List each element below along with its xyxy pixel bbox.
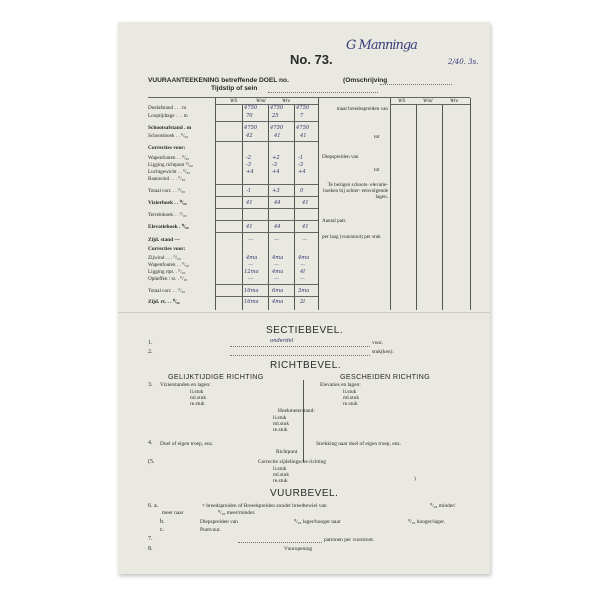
vuurbevel-title: VUURBEVEL. [270, 488, 339, 499]
row-rule [215, 141, 318, 142]
row-label: Vizierhoek . . ⁰/₀₀ [148, 200, 187, 206]
cell-value: 4750 [244, 125, 258, 131]
vizierstanden-label: Vizierstanden en lagen: [160, 382, 211, 388]
line [230, 355, 370, 356]
col-header-wli: Wli [230, 98, 238, 104]
fold-crease [118, 312, 490, 313]
cell-value: -1 [246, 188, 252, 194]
right-col-header-wre: Wre [450, 98, 459, 104]
right-stukken [343, 389, 359, 407]
middle-label: Diepspreiden van [322, 154, 359, 160]
cell-value: +4 [246, 169, 254, 175]
cell-value: 4l [300, 269, 305, 275]
elevaties-label: Elevaties en lagen: [320, 382, 361, 388]
stuk-label: re.stuk [273, 478, 288, 484]
cell-value: 4ma [246, 255, 258, 261]
cell-value: — [302, 237, 308, 243]
cell-value: — [274, 262, 280, 268]
voor-label: voor. [372, 340, 383, 346]
cell-value: +4 [298, 169, 306, 175]
cell-value: 4750 [244, 105, 258, 111]
middle-label: tot [374, 134, 380, 140]
cell-value: 16ma [244, 288, 259, 294]
row-rule [215, 296, 318, 297]
vuuropening-text: Vuuropening [284, 546, 313, 552]
row-label: Correcties voor: [148, 145, 186, 151]
row-rule [215, 196, 318, 197]
omschrijving-line [380, 84, 452, 85]
row-label: Elevatiehoek . ⁰/₀₀ [148, 224, 189, 230]
row-label: Totaal corr. . . ⁰/₀₀ [148, 188, 186, 194]
stuk-label: li.stuk [273, 415, 287, 421]
form-title: VUURAANTEEKENING betreffende DOEL no. [148, 77, 289, 84]
table-rule [390, 98, 391, 310]
table-rule [215, 98, 216, 310]
tijdstip-line [268, 92, 378, 93]
row-label: Schootshoek . . ⁰/₀₀ [148, 133, 189, 139]
row-label: Wapenfouten . . ⁰/₀₀ [148, 262, 190, 268]
item-number: 8. [148, 546, 153, 552]
header-rule [148, 97, 470, 98]
row-label: Wapenfouten . . ⁰/₀₀ [148, 155, 190, 161]
row-label: Terreinhoek . . ⁰/₀₀ [148, 212, 187, 218]
gescheiden-heading: GESCHEIDEN RICHTING [340, 372, 430, 381]
cell-value: — [300, 262, 306, 268]
meer-minder-label: ⁰/₀₀ meer/minder. [218, 510, 256, 516]
cell-value: 41 [302, 224, 309, 230]
item-number: 3. [148, 382, 153, 388]
date-handwritten: 2/40. 3s. [448, 58, 479, 66]
cell-value: — [248, 262, 254, 268]
stuk-label: re.stuk [273, 427, 288, 433]
cell-value: — [274, 237, 280, 243]
cell-value: 4ma [298, 255, 310, 261]
omschrijving-label: (Omschrijving [343, 77, 388, 84]
cell-value: 42 [246, 133, 253, 139]
cell-value: 70 [246, 113, 253, 119]
puntvuur-text: Puntvuur. [200, 527, 221, 533]
table-rule [268, 104, 269, 310]
cell-value: -3 [298, 162, 304, 168]
handwritten-entry: onderdel [270, 338, 294, 344]
cell-value: +2 [272, 155, 280, 161]
correctie-label: Correctie zijdelingsche richting [258, 459, 326, 465]
row-label: Zijd. stand — [148, 237, 180, 243]
cell-value: 7 [300, 113, 304, 119]
row-label: Schootsafstand . m [148, 125, 192, 131]
row-label: Totaal corr. . . ⁰/₀₀ [148, 288, 186, 294]
sectiebevel-title: SECTIEBEVEL. [266, 325, 344, 336]
item-number: (5. [148, 459, 155, 465]
close-paren: ) [414, 476, 416, 482]
tijdstip-label: Tijdstip of sein [211, 85, 258, 92]
cell-value: 4ma [272, 299, 284, 305]
cell-value: — [248, 276, 254, 282]
row-rule [215, 284, 318, 285]
correctie-stukken [273, 466, 289, 484]
richtbevel-title: RICHTBEVEL. [270, 360, 342, 371]
item-number: b. [160, 519, 165, 525]
middle-label: tot [374, 167, 380, 173]
cell-value: 6ma [272, 288, 284, 294]
cell-value: -3 [272, 162, 278, 168]
cell-value: +4 [272, 169, 280, 175]
stuk-label: li.stuk [343, 389, 357, 395]
stuk-label: re.stuk [343, 401, 358, 407]
cell-value: — [300, 276, 306, 282]
row-label: Looptijdtage . . . m [148, 113, 188, 119]
item-number: 2. [148, 349, 153, 355]
table-rule [390, 104, 470, 105]
middle-label: per laag (vuurstoot) per stuk [322, 234, 381, 240]
doel-label: Doel of eigen troep, enz. [160, 441, 214, 447]
stuk-label: ml.stuk [343, 395, 360, 401]
table-rule [318, 98, 319, 310]
table-rule [294, 104, 295, 310]
cell-value: 4ma [272, 255, 284, 261]
row-label: Opheffen / st. . ⁰/₀₀ [148, 276, 188, 282]
cell-value: 3ma [298, 288, 310, 294]
signature: G Manninga [346, 38, 417, 53]
form-sheet [118, 22, 490, 574]
row-rule [215, 121, 318, 122]
table-rule [470, 98, 471, 310]
stuk-label: re.stuk [190, 401, 205, 407]
right-col-header-wli: Wli [398, 98, 406, 104]
strekking-label: Strekking naar doel of eigen troep, enz. [316, 441, 402, 447]
cell-value: 16ma [244, 299, 259, 305]
row-label: Zijwind . . . ⁰/₀₀ [148, 255, 181, 261]
table-rule [242, 104, 243, 310]
row-label: Baanwind . . . ⁰/₀₀ [148, 176, 186, 182]
cell-value: 0 [300, 188, 304, 194]
lager-hooger-label: ⁰/₀₀ lager/hooger naar [294, 519, 341, 525]
row-label: Correcties voor: [148, 246, 186, 252]
divider-line [303, 380, 304, 462]
middle-label: Aantal patr. [322, 218, 347, 224]
col-header-wre: Wre [282, 98, 291, 104]
cell-value: 4750 [270, 125, 284, 131]
row-label: Luchtgewicht . . ⁰/₀₀ [148, 169, 191, 175]
item-number: 7. [148, 536, 153, 542]
stuk-label: ml.stuk [190, 395, 207, 401]
cell-value: 4750 [296, 105, 310, 111]
cell-value: — [274, 276, 280, 282]
stuk-label: ml.stuk [273, 472, 290, 478]
cell-value: 12ma [244, 269, 259, 275]
hoekmeter-label: Hoekmeterstand: [278, 408, 315, 414]
row-rule [215, 220, 318, 221]
hooger-lager-label: ⁰/₀₀ hooger/lager. [408, 519, 446, 525]
left-stukken [190, 389, 206, 407]
row-rule [215, 232, 318, 233]
row-rule [215, 208, 318, 209]
row-label: Doelafstand . . . m [148, 105, 187, 111]
middle-label: maal breedsspreiden van [336, 106, 388, 112]
stuk-label: li.stuk [273, 466, 287, 472]
cell-value: 41 [274, 133, 281, 139]
item-number: c. [160, 527, 165, 533]
line [230, 346, 370, 347]
cell-value: 44 [274, 200, 281, 206]
patronen-text: patronen per vuurstoot. [324, 537, 375, 543]
cell-value: 41 [302, 200, 309, 206]
table-rule [416, 104, 417, 310]
richtpunt-label: Richtpunt [276, 449, 298, 455]
line [238, 542, 322, 543]
cell-value: 4750 [296, 125, 310, 131]
cell-value: 41 [246, 200, 253, 206]
cell-value: 41 [246, 224, 253, 230]
cell-value: 4ma [272, 269, 284, 275]
col-header-wml: Wml [256, 98, 266, 104]
hoekmeter-stukken [273, 415, 289, 433]
cell-value: +3 [272, 188, 280, 194]
middle-label: Te bezigen schoots- elevatie- hoeken bij achter- eenvolgende lagen. [323, 182, 388, 200]
cell-value: 25 [272, 113, 279, 119]
row-rule [215, 184, 318, 185]
form-number: No. 73. [290, 52, 333, 67]
stukken-label: stuk(ken). [372, 349, 394, 355]
cell-value: -3 [246, 162, 252, 168]
row-label: Ligging rtpt. . ⁰/₀₀ [148, 269, 186, 275]
cell-value: -1 [298, 155, 304, 161]
cell-value: 41 [300, 133, 307, 139]
right-col-header-wml: Wml [423, 98, 433, 104]
cell-value: 44 [274, 224, 281, 230]
row-label: Zijd. rt. . . ⁰/₀₀ [148, 299, 180, 305]
table-rule [442, 104, 443, 310]
stuk-label: ml.stuk [273, 421, 290, 427]
cell-value: — [248, 237, 254, 243]
breedspreiden-text: × breedspreiden of Breedspreiden zonder breedtewiel van [202, 503, 327, 509]
cell-value: -2 [246, 155, 252, 161]
gelijktijdige-heading: GELIJKTIJDIGE RICHTING [168, 372, 264, 381]
minder-label: ⁰/₀₀ minder/ [430, 503, 456, 509]
item-number: 1. [148, 340, 153, 346]
stuk-label: li.stuk [190, 389, 204, 395]
row-label: Ligging richtpunt ⁰/₀₀ [148, 162, 193, 168]
item-number: 6. a. [148, 503, 159, 509]
cell-value: 2l [300, 299, 305, 305]
item-number: 4. [148, 440, 153, 446]
meer-naar-label: meer naar [162, 510, 184, 516]
cell-value: 4750 [270, 105, 284, 111]
diepspreiden-text: Diepspreiden van [200, 519, 238, 525]
